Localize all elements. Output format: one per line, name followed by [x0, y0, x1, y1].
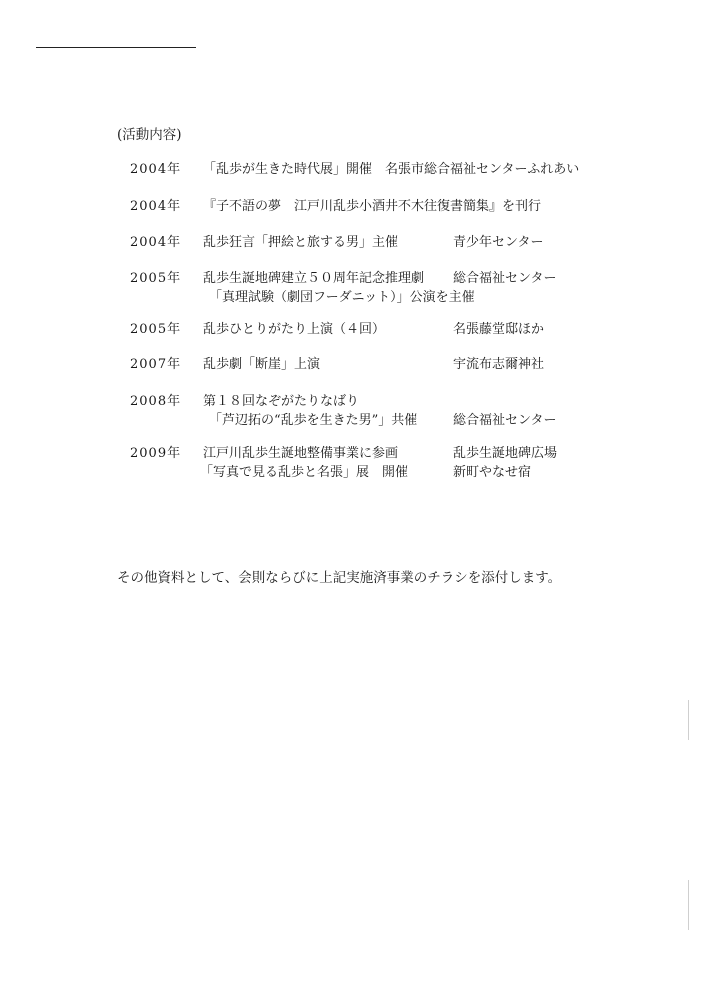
- entry-description: 『子不語の夢 江戸川乱歩小酒井不木往復書簡集』を刊行: [203, 199, 542, 214]
- top-rule: [36, 47, 196, 48]
- entry-description-continued: 「写真で見る乱歩と名張」展 開催: [200, 465, 409, 480]
- entry-venue: 総合福祉センター: [453, 413, 557, 428]
- activity-entry: [130, 269, 557, 307]
- entry-venue: 総合福祉センター: [453, 271, 557, 286]
- entry-description: 乱歩生誕地碑建立５０周年記念推理劇: [203, 271, 425, 286]
- activity-entry: [130, 444, 558, 482]
- entry-description: 江戸川乱歩生誕地整備事業に参画: [203, 446, 399, 461]
- scan-artifact: [688, 700, 689, 740]
- activity-entry: [130, 160, 580, 179]
- entry-venue: 乱歩生誕地碑広場: [453, 446, 558, 461]
- entry-description-continued: 「真理試験（劇団フーダニット）」公演を主催: [209, 290, 475, 305]
- entry-year: 2004年: [130, 199, 182, 214]
- entry-year: 2004年: [130, 235, 182, 250]
- entry-line: [130, 392, 360, 411]
- entry-year: 2008年: [130, 394, 182, 409]
- entry-description-continued: 「芦辺拓の“乱歩を生きた男”」共催: [209, 413, 418, 428]
- entry-description: 乱歩劇「断崖」上演: [203, 357, 321, 372]
- activity-entry: [130, 197, 542, 216]
- activity-entry: [130, 392, 557, 430]
- entry-description: 「乱歩が生きた時代展」開催 名張市総合福祉センターふれあい: [203, 162, 580, 177]
- entry-year: 2005年: [130, 322, 182, 337]
- entry-venue: 宇流布志爾神社: [453, 357, 545, 372]
- entry-line: [130, 160, 580, 179]
- scan-artifact: [688, 880, 689, 930]
- entry-venue: 新町やなせ宿: [453, 465, 532, 480]
- entry-line: [130, 233, 544, 252]
- entry-line-continued: [130, 288, 475, 307]
- entry-line-continued: [130, 463, 532, 482]
- entry-year: 2004年: [130, 162, 182, 177]
- entry-line: [130, 197, 542, 216]
- activity-entry: [130, 320, 545, 339]
- entry-description: 乱歩狂言「押絵と旅する男」主催: [203, 235, 399, 250]
- entry-description: 第１８回なぞがたりなばり: [203, 394, 360, 409]
- closing-note: その他資料として、会則ならびに上記実施済事業のチラシを添付します。: [117, 570, 562, 586]
- activity-entry: [130, 233, 544, 252]
- entry-year: 2005年: [130, 271, 182, 286]
- entry-description: 乱歩ひとりがたり上演（４回）: [203, 322, 386, 337]
- entry-venue: 青少年センター: [453, 235, 544, 250]
- section-heading: (活動内容): [117, 127, 182, 143]
- entry-line: [130, 444, 558, 463]
- entry-line: [130, 269, 557, 288]
- activity-entry: [130, 355, 545, 374]
- entry-venue: 名張藤堂邸ほか: [453, 322, 545, 337]
- entry-year: 2007年: [130, 357, 182, 372]
- entry-line: [130, 320, 545, 339]
- entry-line: [130, 355, 545, 374]
- entry-year: 2009年: [130, 446, 182, 461]
- entry-line-continued: [130, 411, 557, 430]
